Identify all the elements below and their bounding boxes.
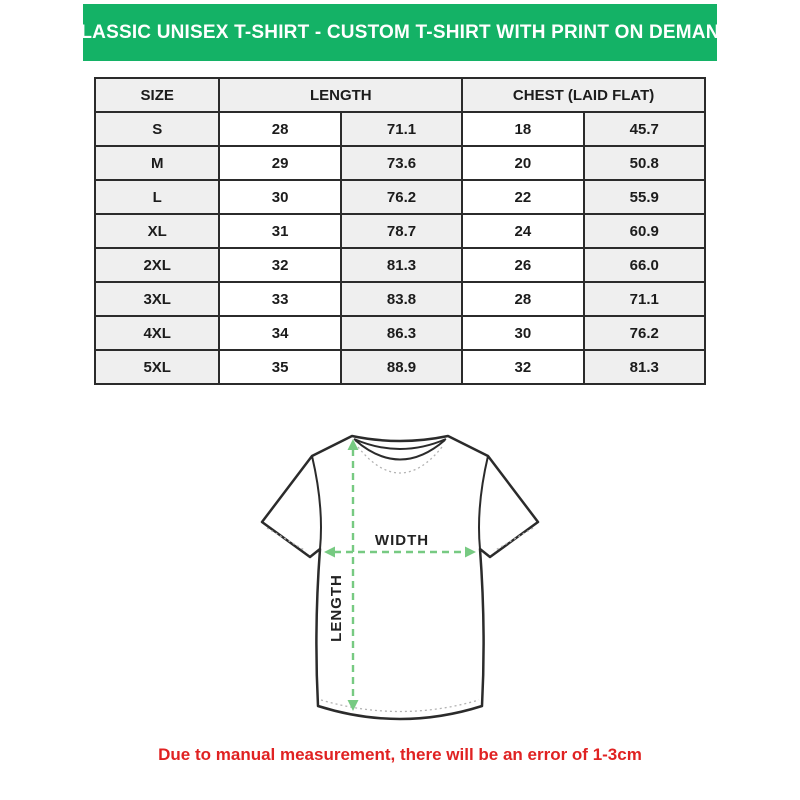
table-row (95, 112, 705, 146)
table-row (95, 180, 705, 214)
chest-cm-cell: 55.9 (584, 180, 705, 214)
length-cm-cell: 78.7 (341, 214, 462, 248)
measurement-disclaimer: Due to manual measurement, there will be an error of 1-3cm (158, 745, 642, 764)
table-row (95, 214, 705, 248)
chest-cm-cell: 71.1 (584, 282, 705, 316)
length-cm-cell: 83.8 (341, 282, 462, 316)
table-row (95, 316, 705, 350)
size-cell: 3XL (95, 282, 219, 316)
chest-in-cell: 22 (462, 180, 583, 214)
page-title: CLASSIC UNISEX T-SHIRT - CUSTOM T-SHIRT WITH PRINT ON DEMAND (66, 21, 734, 43)
size-cell: 2XL (95, 248, 219, 282)
length-cm-cell: 88.9 (341, 350, 462, 384)
chest-in-cell: 32 (462, 350, 583, 384)
table-row (95, 350, 705, 384)
chest-in-cell: 24 (462, 214, 583, 248)
chest-in-cell: 28 (462, 282, 583, 316)
length-cm-cell: 73.6 (341, 146, 462, 180)
title-banner (66, 4, 734, 61)
chest-cm-cell: 76.2 (584, 316, 705, 350)
chest-in-cell: 18 (462, 112, 583, 146)
chest-in-cell: 30 (462, 316, 583, 350)
length-column-header: LENGTH (219, 78, 462, 112)
chest-column-header: CHEST (LAID FLAT) (462, 78, 705, 112)
length-in-cell: 34 (219, 316, 340, 350)
length-cm-cell: 86.3 (341, 316, 462, 350)
length-in-cell: 32 (219, 248, 340, 282)
width-label: WIDTH (374, 532, 430, 549)
table-row (95, 282, 705, 316)
size-cell: S (95, 112, 219, 146)
size-cell: 5XL (95, 350, 219, 384)
tshirt-illustration (250, 429, 550, 729)
chest-cm-cell: 50.8 (584, 146, 705, 180)
chest-in-cell: 20 (462, 146, 583, 180)
table-row (95, 248, 705, 282)
length-in-cell: 35 (219, 350, 340, 384)
length-cm-cell: 81.3 (341, 248, 462, 282)
size-cell: M (95, 146, 219, 180)
length-cm-cell: 71.1 (341, 112, 462, 146)
size-cell: 4XL (95, 316, 219, 350)
table-row (95, 146, 705, 180)
size-cell: L (95, 180, 219, 214)
length-in-cell: 33 (219, 282, 340, 316)
table-header-row (95, 78, 705, 112)
tshirt-outline (262, 436, 538, 719)
size-chart-table (94, 77, 706, 385)
chest-cm-cell: 45.7 (584, 112, 705, 146)
size-cell: XL (95, 214, 219, 248)
length-label: LENGTH (328, 574, 345, 642)
length-in-cell: 28 (219, 112, 340, 146)
chest-cm-cell: 60.9 (584, 214, 705, 248)
chest-in-cell: 26 (462, 248, 583, 282)
length-in-cell: 29 (219, 146, 340, 180)
length-cm-cell: 76.2 (341, 180, 462, 214)
length-in-cell: 31 (219, 214, 340, 248)
chest-cm-cell: 66.0 (584, 248, 705, 282)
length-in-cell: 30 (219, 180, 340, 214)
chest-cm-cell: 81.3 (584, 350, 705, 384)
size-column-header: SIZE (95, 78, 219, 112)
tshirt-diagram (0, 429, 800, 729)
